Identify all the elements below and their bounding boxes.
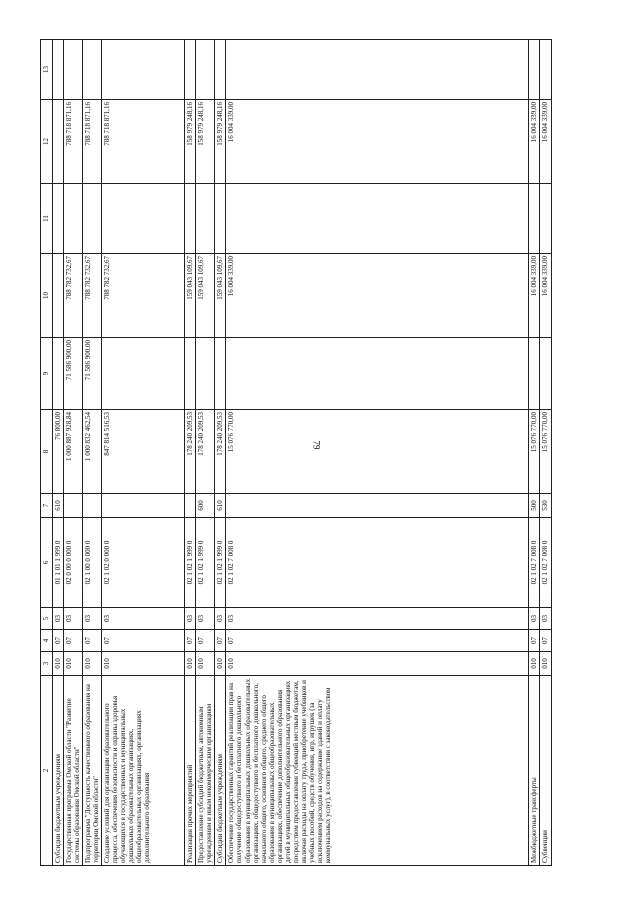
cell-c9 — [102, 338, 185, 410]
cell-c8: 76 800,00 — [53, 410, 64, 494]
cell-c11 — [102, 184, 185, 254]
cell-c9 — [196, 338, 215, 410]
cell-c6: 02 1 02 7 008 0 — [529, 518, 540, 608]
cell-c6: 02 1 02 1 999 0 — [215, 518, 226, 608]
column-number-9: 9 — [41, 338, 53, 410]
table-row — [64, 40, 83, 866]
cell-c3: 010 — [196, 652, 215, 676]
cell-c11 — [215, 184, 226, 254]
cell-c10: 16 004 339,00 — [540, 254, 551, 338]
cell-c13 — [226, 40, 529, 100]
cell-c10: 16 004 339,00 — [226, 254, 529, 338]
cell-c4: 07 — [540, 630, 551, 652]
table-body — [53, 40, 552, 866]
cell-c8: 178 240 209,53 — [215, 410, 226, 494]
cell-c13 — [64, 40, 83, 100]
budget-table-sheet — [40, 40, 608, 866]
cell-c10: 788 782 732,67 — [83, 254, 102, 338]
cell-c9 — [540, 338, 551, 410]
cell-c5: 03 — [102, 608, 185, 630]
cell-c5: 03 — [185, 608, 196, 630]
table-row — [529, 40, 540, 866]
cell-c10 — [53, 254, 64, 338]
cell-c9 — [215, 338, 226, 410]
cell-c12: 788 718 871,16 — [64, 100, 83, 184]
cell-c11 — [185, 184, 196, 254]
table-row — [185, 40, 196, 866]
cell-c7: 500 — [529, 494, 540, 518]
cell-c5: 03 — [196, 608, 215, 630]
cell-c3: 010 — [102, 652, 185, 676]
cell-c6: 02 1 02 1 999 0 — [185, 518, 196, 608]
cell-c4: 07 — [185, 630, 196, 652]
cell-c13 — [102, 40, 185, 100]
cell-c10: 159 043 109,67 — [185, 254, 196, 338]
cell-c11 — [226, 184, 529, 254]
cell-c3: 010 — [83, 652, 102, 676]
cell-c9: 71 586 900,00 — [83, 338, 102, 410]
table-row — [226, 40, 529, 866]
cell-c8: 15 076 770,00 — [540, 410, 551, 494]
table-row — [83, 40, 102, 866]
row-name-cell: Субвенции — [540, 676, 551, 866]
cell-c8: 847 814 516,53 — [102, 410, 185, 494]
cell-c8: 1 000 832 462,54 — [83, 410, 102, 494]
cell-c5: 03 — [215, 608, 226, 630]
cell-c9 — [53, 338, 64, 410]
column-number-8: 8 — [41, 410, 53, 494]
cell-c12: 158 979 248,16 — [196, 100, 215, 184]
table-row — [53, 40, 64, 866]
row-name-cell: Субсидии бюджетным учреждениям — [215, 676, 226, 866]
cell-c13 — [540, 40, 551, 100]
cell-c3: 010 — [185, 652, 196, 676]
column-number-4: 4 — [41, 630, 53, 652]
cell-c9 — [529, 338, 540, 410]
cell-c12: 788 718 871,16 — [83, 100, 102, 184]
cell-c4: 07 — [53, 630, 64, 652]
cell-c13 — [53, 40, 64, 100]
cell-c6: 02 1 02 7 008 0 — [540, 518, 551, 608]
cell-c5: 03 — [529, 608, 540, 630]
cell-c11 — [540, 184, 551, 254]
cell-c9: 71 586 900,00 — [64, 338, 83, 410]
cell-c3: 010 — [226, 652, 529, 676]
cell-c10: 159 043 109,67 — [196, 254, 215, 338]
cell-c7 — [64, 494, 83, 518]
cell-c4: 07 — [215, 630, 226, 652]
cell-c7: 610 — [53, 494, 64, 518]
column-number-11: 11 — [41, 184, 53, 254]
cell-c6: 02 1 02 0 000 0 — [102, 518, 185, 608]
cell-c4: 07 — [529, 630, 540, 652]
table-row — [102, 40, 185, 866]
cell-c3: 010 — [53, 652, 64, 676]
cell-c10: 788 782 732,67 — [64, 254, 83, 338]
cell-c4: 07 — [196, 630, 215, 652]
cell-c11 — [196, 184, 215, 254]
cell-c13 — [83, 40, 102, 100]
cell-c13 — [529, 40, 540, 100]
cell-c13 — [196, 40, 215, 100]
row-name-cell: Предоставление субсидий бюджетным, автономным учреждениям и иным некоммерческим организациям — [196, 676, 215, 866]
cell-c7: 610 — [215, 494, 226, 518]
cell-c8: 178 240 209,53 — [196, 410, 215, 494]
cell-c13 — [185, 40, 196, 100]
cell-c8: 178 240 209,53 — [185, 410, 196, 494]
cell-c3: 010 — [64, 652, 83, 676]
cell-c5: 03 — [53, 608, 64, 630]
cell-c12: 788 718 871,16 — [102, 100, 185, 184]
column-number-6: 6 — [41, 518, 53, 608]
row-name-cell: Межбюджетные трансферты — [529, 676, 540, 866]
cell-c11 — [53, 184, 64, 254]
cell-c12: 158 979 248,16 — [215, 100, 226, 184]
cell-c6: 02 0 00 0 000 0 — [64, 518, 83, 608]
cell-c7: 600 — [196, 494, 215, 518]
cell-c12: 16 004 339,00 — [529, 100, 540, 184]
cell-c6: 02 1 02 1 999 0 — [196, 518, 215, 608]
cell-c9 — [185, 338, 196, 410]
row-name-cell: Обеспечение государственных гарантий реализации прав на получение общедоступного и бесплатного дошкольного образования в муниципальных дошкольных образовательных организациях, общедоступного и бесплатного дошкольного, начального общего, основного общего, среднего общего образования в муниципальных общеобразовательных организациях, обеспечение дополнительного образования детей в муниципальных общеобразовательных организациях посредством предоставления субвенций местным бюджетам, включая расходы на оплату труда, приобретение учебников и учебных пособий, средств обучения, игр, игрушек (за исключением расходов на содержание зданий и оплату коммунальных услуг), в соответствии с законодательством — [226, 676, 529, 866]
cell-c3: 010 — [540, 652, 551, 676]
cell-c9 — [226, 338, 529, 410]
row-name-cell: Субсидии бюджетным учреждениям — [53, 676, 64, 866]
row-name-cell: Подпрограмма "Доступность качественного образования на территории Омской области" — [83, 676, 102, 866]
cell-c10: 788 782 732,67 — [102, 254, 185, 338]
budget-table — [40, 39, 552, 866]
cell-c3: 010 — [529, 652, 540, 676]
page-number: 79 — [311, 440, 322, 450]
cell-c10: 159 043 109,67 — [215, 254, 226, 338]
cell-c5: 03 — [540, 608, 551, 630]
cell-c10: 16 004 339,00 — [529, 254, 540, 338]
cell-c12: 16 004 339,00 — [226, 100, 529, 184]
table-row — [540, 40, 551, 866]
cell-c5: 03 — [226, 608, 529, 630]
cell-c7 — [102, 494, 185, 518]
row-name-cell: Государственная программа Омской области "Развитие системы образования Омской области" — [64, 676, 83, 866]
cell-c7 — [83, 494, 102, 518]
cell-c8: 1 000 887 928,84 — [64, 410, 83, 494]
column-number-5: 5 — [41, 608, 53, 630]
table-row — [215, 40, 226, 866]
column-number-2: 2 — [41, 676, 53, 866]
cell-c11 — [529, 184, 540, 254]
column-number-7: 7 — [41, 494, 53, 518]
cell-c4: 07 — [83, 630, 102, 652]
cell-c12 — [53, 100, 64, 184]
cell-c4: 07 — [226, 630, 529, 652]
column-number-13: 13 — [41, 40, 53, 100]
cell-c7 — [185, 494, 196, 518]
cell-c11 — [64, 184, 83, 254]
cell-c12: 158 979 248,16 — [185, 100, 196, 184]
cell-c4: 07 — [102, 630, 185, 652]
cell-c5: 03 — [83, 608, 102, 630]
cell-c7: 530 — [540, 494, 551, 518]
column-number-3: 3 — [41, 652, 53, 676]
cell-c6: 02 1 02 7 008 0 — [226, 518, 529, 608]
cell-c8: 15 076 770,00 — [529, 410, 540, 494]
cell-c13 — [215, 40, 226, 100]
column-number-12: 12 — [41, 100, 53, 184]
column-number-10: 10 — [41, 254, 53, 338]
row-name-cell: Создание условий для организации образовательного процесса, обеспечения безопасности и охраны здоровья обучающихся в государственных и муниципальных дошкольных образовательных организациях, общеобразовательных организациях, организациях дополнительного образования — [102, 676, 185, 866]
row-name-cell: Реализация прочих мероприятий — [185, 676, 196, 866]
cell-c7 — [226, 494, 529, 518]
cell-c8: 15 076 770,00 — [226, 410, 529, 494]
cell-c12: 16 004 339,00 — [540, 100, 551, 184]
cell-c4: 07 — [64, 630, 83, 652]
cell-c5: 03 — [64, 608, 83, 630]
cell-c3: 010 — [215, 652, 226, 676]
cell-c6: 01 1 01 1 999 0 — [53, 518, 64, 608]
cell-c6: 02 1 00 0 000 0 — [83, 518, 102, 608]
column-number-row — [41, 40, 53, 866]
table-row — [196, 40, 215, 866]
cell-c11 — [83, 184, 102, 254]
